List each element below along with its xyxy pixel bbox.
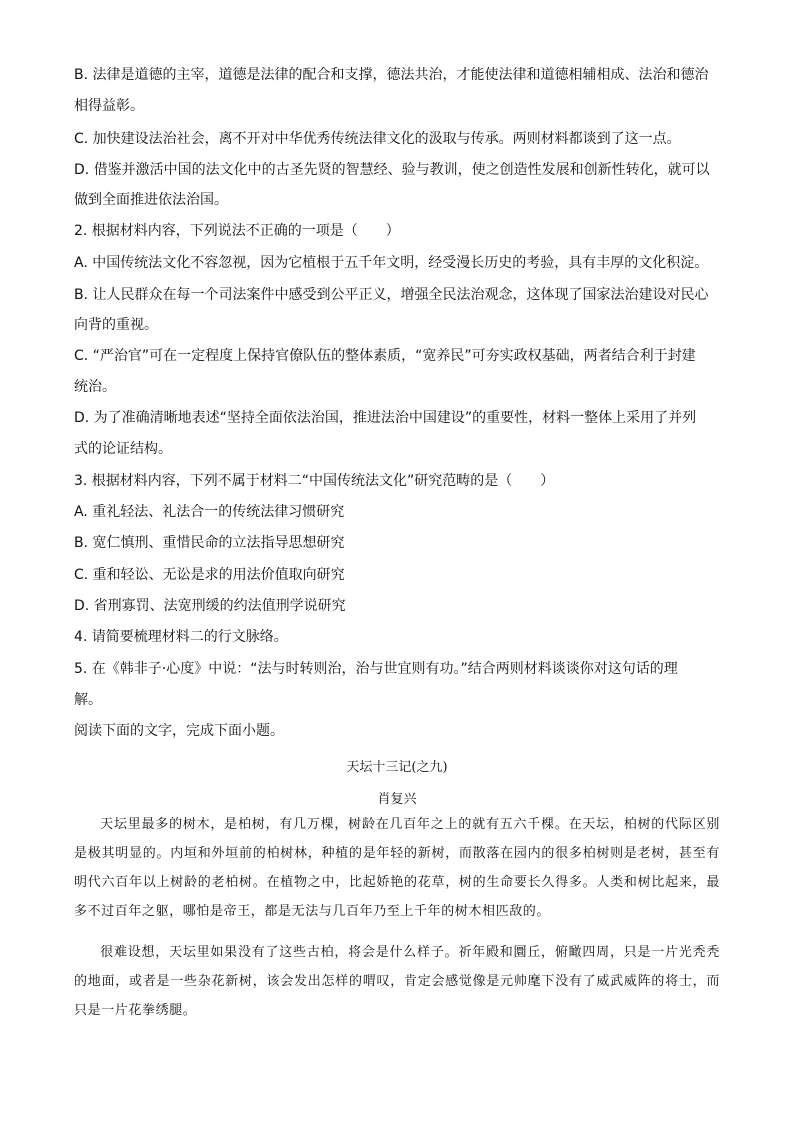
- option-c1: C. 加快建设法治社会，离不开对中华优秀传统法律文化的汲取与传承。两则材料都谈到了这一点。: [74, 131, 681, 147]
- option-b2-line1: B. 让人民群众在每一个司法案件中感受到公平正义，增强全民法治观念，这体现了国家法治建设对民心: [74, 287, 709, 303]
- option-b1-line1: B. 法律是道德的主宰，道德是法律的配合和支撑，德法共治，才能使法律和道德相辅相成、法治和德治: [74, 67, 709, 83]
- option-b1-line2: 相得益彰。: [74, 98, 144, 114]
- option-d1-line2: 做到全面推进依法治国。: [74, 192, 228, 208]
- option-c2-line1: C. “严治官”可在一定程度上保持官僚队伍的整体素质，“宽养民”可夯实政权基础，两者结合利于封建: [74, 348, 696, 364]
- question-3: 3. 根据材料内容，下列不属于材料二“中国传统法文化”研究范畴的是（ ）: [74, 473, 555, 489]
- reading-instruction: 阅读下面的文字，完成下面小题。: [74, 723, 284, 739]
- question-5-line1: 5. 在《韩非子·心度》中说：“法与时转则治，治与世宜则有功。”结合两则材料谈谈你对这句话的理: [74, 661, 678, 677]
- option-d3: D. 省刑寡罚、法宽刑缓的约法值刑学说研究: [74, 598, 346, 614]
- article-paragraph-2-text: 很难设想，天坛里如果没有了这些古柏，将会是什么样子。祈年殿和圜丘，俯瞰四周，只是一片光秃秃的地面，或者是一些杂花新树，该会发出怎样的喟叹，肯定会感觉像是元帅麾下没有了威武威阵的将士，而只是一片花拳绣腿。: [74, 945, 720, 1018]
- option-d2-line2: 式的论证结构。: [74, 441, 172, 457]
- option-a2: A. 中国传统法文化不容忽视，因为它植根于五千年文明，经受漫长历史的考验，具有丰厚的文化积淀。: [74, 255, 709, 271]
- option-a3: A. 重礼轻法、礼法合一的传统法律习惯研究: [74, 504, 345, 520]
- question-4: 4. 请简要梳理材料二的行文脉络。: [74, 629, 288, 645]
- option-b3: B. 宽仁慎刑、重惜民命的立法指导思想研究: [74, 535, 345, 551]
- article-paragraph-2: [74, 938, 720, 1025]
- option-d1-line1: D. 借鉴并激活中国的法文化中的古圣先贤的智慧经、验与教训，使之创造性发展和创新性转化，就可以: [74, 162, 710, 178]
- article-paragraph-1: [74, 810, 720, 926]
- option-d2-line1: D. 为了准确清晰地表述“坚持全面依法治国，推进法治中国建设”的重要性，材料一整体上采用了并列: [74, 410, 697, 426]
- article-author: 肖复兴: [377, 792, 417, 807]
- article-title: 天坛十三记(之九): [346, 760, 448, 775]
- article-paragraph-1-text: 天坛里最多的树木，是柏树，有几万棵，树龄在几百年之上的就有五六千棵。在天坛，柏树的代际区别是极其明显的。内垣和外垣前的柏树林，种植的是年轻的新树，而散落在园内的很多柏树则是老树，甚至有明代六百年以上树龄的老柏树。在植物之中，比起娇艳的花草，树的生命要长久得多。人类和树比起来，最多不过百年之躯，哪怕是帝王，都是无法与几百年乃至上千年的树木相匹敌的。: [74, 817, 720, 919]
- option-c3: C. 重和轻讼、无讼是求的用法价值取向研究: [74, 567, 345, 583]
- option-b2-line2: 向背的重视。: [74, 317, 158, 333]
- question-2: 2. 根据材料内容，下列说法不正确的一项是（ ）: [74, 223, 400, 239]
- option-c2-line2: 统治。: [74, 379, 116, 395]
- question-5-line2: 解。: [74, 692, 102, 708]
